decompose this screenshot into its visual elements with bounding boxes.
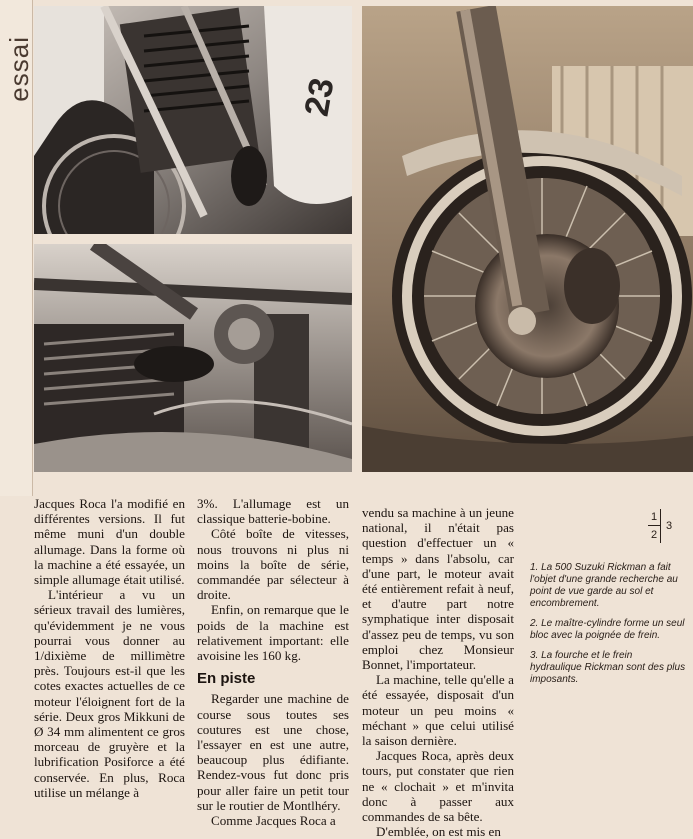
paragraph: Jacques Roca l'a modifié en différentes versions. Il fut même muni d'un double allumage. Dans la forme où la machine a été essayée, un simple allumage était utilisé. [34, 496, 185, 588]
photo-captions [530, 562, 686, 694]
key-number-1: 1 [651, 511, 658, 523]
photo-3-front-fork-brake [362, 6, 693, 472]
paragraph: L'intérieur a vu un sérieux travail des lumières, qu'évidemment je ne vous pourrai vous donner au 1/dixième de millimètre près. Toujours est-il que les cotes exactes actuelles de ce moteur l'éloignent fort de la série. Deux gros Mikkuni de Ø 34 mm alimentent ce gros morceau de gruyère et la lubrification Posiforce a été conservée. En plus, Roca utilise un mélange à [34, 587, 185, 800]
paragraph: Regarder une machine de course sous toutes ses coutures est une chose, l'essayer en est une autre, beaucoup plus édifiante. Rendez-vous fut donc pris pour aller faire un petit tour sur le routier de Montlhéry. [197, 691, 349, 813]
paragraph: Enfin, on remarque que le poids de la machine est relativement important: elle avoisine les 160 kg. [197, 602, 349, 664]
text-column-1 [34, 496, 185, 800]
caption-2: 2. Le maître-cylindre forme un seul bloc avec la poignée de frein. [530, 618, 685, 641]
paragraph: D'emblée, on est mis en [376, 824, 501, 839]
photo-1-motorcycle-frame [34, 6, 352, 234]
caption-1: 1. La 500 Suzuki Rickman a fait l'objet d'une grande recherche au point de vue garde au sol et encombrement. [530, 562, 678, 609]
section-heading: En piste [197, 670, 256, 688]
race-number: 23 [297, 75, 342, 119]
photo-2-handlebar-brake [34, 244, 352, 472]
key-divider-vertical [660, 509, 661, 543]
text-column-2 [197, 496, 349, 828]
section-label: essai [4, 36, 34, 102]
key-divider-horizontal [648, 525, 660, 526]
text-column-3 [362, 505, 514, 839]
paragraph: La machine, telle qu'elle a été essayée, disposait d'un moteur un peu moins « méchant » que celui utilisé la saison dernière. [362, 672, 514, 749]
photo-position-key [630, 505, 690, 555]
paragraph: Jacques Roca, après deux tours, put constater que rien ne « clochait » et m'invita donc à passer aux commandes de sa bête. [362, 748, 514, 825]
section-tab [0, 0, 33, 496]
paragraph: vendu sa machine à un jeune national, il n'était pas question d'effectuer un « temps » dans l'absolu, car d'une part, le moteur avait été entièrement refait à neuf, et d'autre part notre symphatique inter disposait d'assez peu de temps, vu son emploi chez Monsieur Bonnet, l'importateur. [362, 505, 514, 673]
caption-3: 3. La fourche et le frein hydraulique Rickman sont des plus imposants. [530, 650, 686, 685]
paragraph: Côté boîte de vitesses, nous trouvons ni plus ni moins la boîte de série, commandée par sélecteur à droite. [197, 526, 349, 603]
key-number-3: 3 [666, 520, 673, 532]
key-number-2: 2 [651, 529, 658, 541]
paragraph: Comme Jacques Roca a [211, 813, 336, 829]
paragraph: 3%. L'allumage est un classique batterie-bobine. [197, 496, 349, 527]
